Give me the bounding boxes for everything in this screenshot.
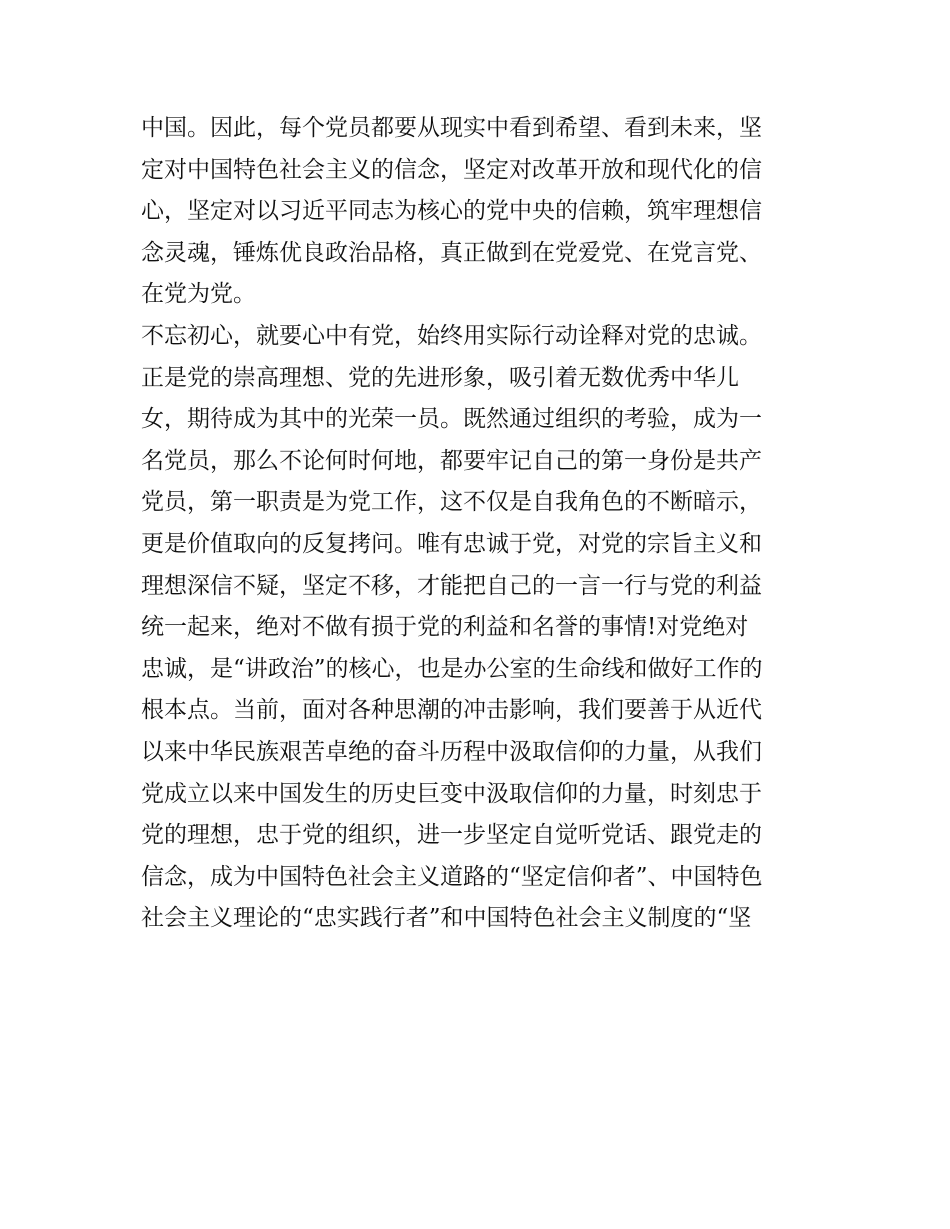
text-line: 念灵魂，锤炼优良政治品格，真正做到在党爱党、在党言党、	[141, 239, 762, 266]
text-line: 中国。因此，每个党员都要从现实中看到希望、看到未来，坚	[141, 115, 762, 141]
text-line: 理想深信不疑，坚定不移，才能把自己的一言一行与党的利益	[141, 572, 762, 599]
text-line: 党成立以来中国发生的历史巨变中汲取信仰的力量，时刻忠于	[141, 780, 762, 807]
text-line: 党的理想，忠于党的组织，进一步坚定自觉听党话、跟党走的	[141, 822, 762, 849]
body-text	[141, 108, 821, 940]
text-line: 心，坚定对以习近平同志为核心的党中央的信赖，筑牢理想信	[141, 198, 762, 225]
text-line: 女，期待成为其中的光荣一员。既然通过组织的考验，成为一	[141, 406, 762, 433]
text-line: 名党员，那么不论何时何地，都要牢记自己的第一身份是共产	[141, 447, 762, 474]
text-line: 统一起来，绝对不做有损于党的利益和名誉的事情!对党绝对	[141, 614, 749, 641]
text-line: 社会主义理论的“忠实践行者”和中国特色社会主义制度的“坚	[141, 905, 752, 932]
text-line: 信念，成为中国特色社会主义道路的“坚定信仰者”、中国特色	[141, 863, 763, 890]
text-line: 在党为党。	[141, 281, 256, 308]
text-line: 党员，第一职责是为党工作，这不仅是自我角色的不断暗示，	[141, 489, 762, 516]
text-line: 根本点。当前，面对各种思潮的冲击影响，我们要善于从近代	[141, 697, 762, 724]
text-line: 以来中华民族艰苦卓绝的奋斗历程中汲取信仰的力量，从我们	[141, 738, 762, 765]
text-line: 更是价值取向的反复拷问。唯有忠诚于党，对党的宗旨主义和	[141, 530, 762, 557]
text-line: 正是党的崇高理想、党的先进形象，吸引着无数优秀中华儿	[141, 364, 739, 391]
text-line: 不忘初心，就要心中有党，始终用实际行动诠释对党的忠诚。	[141, 322, 762, 349]
text-line: 忠诚，是“讲政治”的核心，也是办公室的生命线和做好工作的	[141, 655, 763, 682]
text-line: 定对中国特色社会主义的信念，坚定对改革开放和现代化的信	[141, 156, 762, 183]
